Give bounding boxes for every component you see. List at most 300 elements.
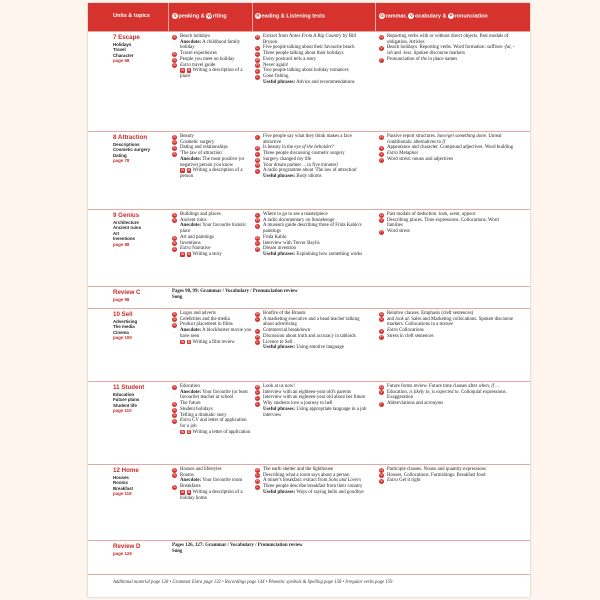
item-text: Never again! — [263, 62, 289, 68]
item-text: Three people talking about their holidays — [263, 51, 344, 57]
item-text: Extract from — [263, 34, 290, 39]
list-item — [255, 345, 371, 351]
section-divider — [88, 381, 530, 382]
unit-info — [113, 384, 169, 414]
workbook-badge-icon: B — [187, 339, 190, 344]
item-text: Dream invention — [263, 246, 297, 252]
list-item — [172, 473, 252, 479]
section-divider — [88, 308, 530, 309]
item-text: Beach holidays. Reporting verbs. Word formation: suffixes — [387, 45, 504, 51]
footer-references: Additional material page 128 • Grammar Extra page 132 • Recordings page 144 • Phonetic symbols & Spelling page 158 • Irregular verbs page 159 — [113, 580, 393, 585]
item-text: 'The law of attraction' — [180, 151, 223, 157]
item-text: The earth shelter and the lighthouse — [263, 467, 333, 472]
item-text: Describing what a room says about a person — [263, 472, 350, 478]
extra-label: Extra — [180, 418, 191, 424]
item-italic: Sons and Lovers — [328, 478, 362, 484]
item-text: Look at us now! — [263, 384, 295, 389]
section-badge-icon: S — [173, 134, 176, 139]
section-badge-icon: R — [256, 146, 259, 151]
item-italic: when, if — [478, 384, 494, 389]
section-badge-icon: S — [173, 140, 176, 145]
item-text: Inventions — [180, 240, 201, 246]
review-line: Pages 126, 127: Grammar / Vocabulary / Pronunciation review — [172, 543, 303, 548]
section-badge-icon: G — [380, 311, 383, 316]
section-badge-icon: L — [256, 212, 259, 217]
reading-listening-column — [255, 311, 371, 351]
writing-badge-icon: W — [181, 68, 185, 73]
section-divider — [88, 209, 530, 210]
list-item — [172, 223, 252, 234]
item-text: Interview with an eighteen-year old's parents — [263, 389, 351, 395]
item-text: Where to go to see a masterpiece — [263, 212, 328, 217]
unit-section — [88, 381, 530, 464]
section-badge-icon: S — [173, 473, 176, 478]
list-item — [255, 490, 371, 496]
item-text: Product placement in films — [180, 322, 233, 328]
list-item — [379, 34, 515, 45]
item-text: Education. — [387, 389, 410, 395]
item-text: Two people talking about holiday romances — [263, 68, 349, 74]
item-text: Writing a film review — [192, 339, 235, 345]
unit-section — [88, 131, 530, 209]
list-item — [379, 218, 515, 229]
item-text: . Colloquial expressions. Exaggeration — [387, 389, 507, 401]
unit-title: 11 Student — [113, 384, 145, 391]
section-badge-icon: S — [173, 212, 176, 217]
unit-topic: Dating — [113, 152, 127, 158]
unit-topic: Ancient ruins — [113, 225, 142, 231]
unit-page-link[interactable]: page 68 — [113, 58, 130, 64]
list-item — [172, 340, 252, 346]
item-italic: -ful, -ish — [387, 45, 515, 57]
item-text: Participle clauses. Nouns and quantity expressions — [387, 467, 486, 472]
item-text: . Spoken discourse markers — [411, 51, 465, 57]
item-text: Body idioms — [295, 173, 322, 179]
section-badge-icon: L — [256, 390, 259, 395]
unit-title: 9 Genius — [113, 212, 140, 219]
list-item — [379, 317, 515, 328]
unit-info — [113, 34, 169, 64]
header-grammar-vocab-pron: G rammar, V ocabulary & P ronunciation — [380, 13, 488, 20]
section-badge-icon: L — [256, 74, 259, 79]
extra-label: Extra — [387, 478, 398, 484]
section-badge-icon: R — [256, 467, 259, 472]
section-badge-icon: R — [256, 334, 259, 339]
section-badge-icon: R — [256, 311, 259, 316]
item-text: A childhood family holiday — [180, 39, 241, 51]
section-badge-icon: P — [380, 401, 383, 406]
section-badge-icon: S — [173, 246, 176, 251]
grammar-vocab-column — [379, 134, 515, 163]
list-item — [379, 57, 515, 63]
section-divider — [88, 131, 530, 132]
list-item — [255, 80, 371, 86]
extra-label: Extra — [180, 246, 191, 252]
extra-label: Extra — [387, 151, 398, 157]
unit-section — [88, 31, 530, 131]
section-badge-icon: L — [256, 46, 259, 51]
item-label: Anecdote: — [180, 223, 202, 229]
item-text: in place names — [426, 56, 458, 62]
section-divider — [88, 286, 530, 287]
section-badge-icon: G — [380, 212, 383, 217]
reading-listening-column — [255, 34, 371, 85]
item-text: Stress in cleft sentences — [387, 333, 434, 339]
unit-topic: Art — [113, 230, 120, 236]
section-badge-icon: S — [173, 146, 176, 151]
section-badge-icon: L — [256, 396, 259, 401]
list-item — [255, 134, 371, 145]
extra-label: Extra — [180, 62, 191, 68]
item-text: Your favourite (or least favourite) teacher at school — [180, 389, 248, 401]
reading-listening-column — [255, 467, 371, 496]
item-text: Explaining how something works — [295, 251, 363, 257]
list-item — [379, 45, 515, 56]
unit-topic: Student life — [113, 402, 137, 408]
item-text: Word stress: nouns and adjectives — [387, 156, 454, 162]
item-text: Your dream partner ... in five minutes! — [263, 162, 339, 168]
section-badge-icon: P — [380, 57, 383, 62]
section-divider — [88, 540, 530, 541]
speaking-writing-column — [172, 384, 252, 435]
item-text: Passive report structures. — [387, 134, 438, 139]
item-text: ... — [494, 384, 499, 389]
list-item — [172, 252, 252, 258]
unit-topic: Education — [113, 391, 135, 397]
section-badge-icon: R — [256, 218, 259, 223]
list-item — [379, 134, 515, 145]
section-badge-icon: V — [380, 146, 383, 151]
unit-page-link[interactable]: page 110 — [113, 408, 132, 414]
list-item — [172, 168, 252, 179]
item-label: Useful phrases: — [263, 345, 296, 351]
grammar-vocab-column — [379, 212, 515, 235]
review-description — [172, 289, 492, 301]
list-item — [379, 229, 515, 235]
section-badge-icon: R — [256, 384, 259, 389]
list-item — [379, 390, 515, 401]
item-text: A marketing executive and a head teacher talking about advertising — [263, 316, 360, 328]
item-italic: is likely to, is expected to — [409, 389, 459, 395]
section-badge-icon: R — [256, 246, 259, 251]
speaking-writing-column — [172, 34, 252, 80]
item-text: Dating and relationships — [180, 145, 228, 151]
item-text: Education — [180, 384, 200, 389]
section-badge-icon: L — [256, 51, 259, 56]
item-text: ? — [331, 145, 334, 151]
review-info — [113, 543, 141, 556]
item-text: A blockbuster movie you have seen — [180, 328, 252, 339]
item-text: Five people say what they think makes a face attractive — [263, 134, 352, 145]
writing-badge-icon: W — [181, 339, 185, 344]
item-italic: if — [442, 139, 445, 145]
section-badge-icon: L — [256, 317, 259, 322]
section-badge-icon: S — [173, 241, 176, 246]
speaking-writing-column — [172, 467, 252, 501]
item-text: Narrative — [190, 246, 211, 252]
speaking-writing-column — [172, 311, 252, 345]
item-italic: Notes From A Big Country — [289, 34, 342, 39]
section-badge-icon: S — [173, 51, 176, 56]
unit-info — [113, 134, 169, 164]
item-text: People you meet on holiday — [180, 56, 235, 62]
item-text: CV and letter of application for a job — [180, 418, 247, 429]
item-text: Get it right — [397, 478, 421, 484]
item-text: Describing places. Time expressions. Collocations. Word families — [387, 217, 499, 229]
list-item — [255, 34, 371, 45]
unit-topic: Descriptions — [113, 141, 140, 147]
section-badge-icon: S — [173, 151, 176, 156]
reading-listening-column — [255, 212, 371, 258]
list-item — [255, 74, 371, 80]
item-text: Appearance and character. Compound adjectives. Word building — [387, 145, 514, 151]
section-badge-icon: P — [380, 157, 383, 162]
section-badge-icon: L — [256, 134, 259, 139]
item-text: Surgery changed my life — [263, 156, 312, 162]
workbook-badge-icon: B — [187, 489, 190, 494]
item-italic: look at — [395, 316, 409, 322]
item-label: Useful phrases: — [263, 173, 296, 179]
unit-info — [113, 467, 169, 497]
section-badge-icon: L — [256, 168, 259, 173]
unit-topic: Future plans — [113, 397, 140, 403]
unit-topic: Travel — [113, 47, 126, 53]
section-badge-icon: S — [173, 467, 176, 472]
section-badge-icon: P — [380, 334, 383, 339]
review-song: Song — [172, 549, 183, 554]
section-badge-icon: S — [173, 418, 176, 423]
reading-listening-column — [255, 134, 371, 180]
list-item — [255, 317, 371, 328]
item-text: Writing a story — [192, 251, 222, 257]
item-text: Three people discussing cosmetic surgery — [263, 151, 345, 157]
item-label: Anecdote: — [180, 156, 202, 162]
section-badge-icon: V — [380, 218, 383, 223]
list-item — [172, 218, 252, 224]
unit-title: 10 Sell — [113, 311, 133, 318]
item-text: Student holidays — [180, 406, 213, 412]
section-badge-icon: S — [173, 218, 176, 223]
section-badge-icon: G — [380, 467, 383, 472]
list-item — [172, 418, 252, 429]
section-divider — [88, 464, 530, 465]
item-text: Relative clauses. Emphasis (cleft sentences) — [387, 311, 474, 316]
item-text: and — [392, 51, 403, 57]
unit-topic: Breakfast — [113, 485, 134, 491]
grammar-vocab-column — [379, 311, 515, 340]
unit-title: 8 Attraction — [113, 134, 148, 141]
section-badge-icon: L — [256, 68, 259, 73]
list-item — [172, 390, 252, 401]
unit-page-link[interactable]: page 88 — [113, 241, 130, 247]
review-section — [88, 540, 530, 574]
unit-topic: Holidays — [113, 41, 132, 47]
extra-label: Extra — [387, 328, 398, 334]
section-badge-icon: S — [173, 484, 176, 489]
item-text: Celebrities and the media — [180, 316, 230, 322]
item-text: Interview with an eighteen-year old about her future — [263, 395, 366, 401]
item-text: Beauty — [180, 134, 194, 139]
unit-topic: Architecture — [113, 219, 139, 225]
writing-badge-icon: W — [181, 251, 185, 256]
item-text: Advice and recommendations — [295, 79, 355, 85]
section-badge-icon: L — [256, 401, 259, 406]
speaking-writing-column — [172, 134, 252, 180]
unit-topic: Cinema — [113, 329, 129, 335]
item-text: Ancient ruins — [180, 217, 207, 223]
section-badge-icon: P — [380, 229, 383, 234]
workbook-badge-icon: B — [187, 68, 190, 73]
review-section — [88, 286, 530, 308]
grammar-vocab-column — [379, 467, 515, 484]
item-text: A museum guide describing three of Frida Kahlo's paintings — [263, 223, 362, 235]
review-line: Pages 98, 99: Grammar / Vocabulary / Pronunciation review — [172, 289, 298, 294]
list-item — [379, 401, 515, 407]
item-label: Anecdote: — [180, 39, 202, 45]
section-badge-icon: G — [380, 384, 383, 389]
item-text: A radio programme about 'The law of attraction' — [263, 168, 358, 174]
review-info — [113, 289, 141, 302]
unit-section — [88, 464, 530, 540]
item-text: Writing a letter of application — [192, 429, 251, 435]
grammar-vocab-column — [379, 384, 515, 407]
contents-page — [88, 3, 530, 597]
section-badge-icon: V — [380, 328, 383, 333]
item-italic: -less — [402, 51, 412, 57]
table-header — [88, 3, 530, 31]
section-badge-icon: R — [256, 63, 259, 68]
list-item — [379, 478, 515, 484]
workbook-badge-icon: B — [187, 429, 190, 434]
section-badge-icon: R — [256, 34, 259, 39]
section-badge-icon: S — [173, 413, 176, 418]
writing-badge-icon: W — [181, 489, 185, 494]
item-text: Collocations — [397, 328, 424, 334]
item-italic: look, seem, appear — [438, 212, 476, 217]
review-page-link[interactable]: page 126 — [113, 550, 132, 556]
list-item — [172, 40, 252, 51]
speaking-writing-column — [172, 212, 252, 258]
item-label: Useful phrases: — [263, 489, 296, 495]
list-item — [255, 174, 371, 180]
section-badge-icon: S — [173, 311, 176, 316]
workbook-badge-icon: B — [187, 168, 190, 173]
item-text: Why students love a journey to hell — [263, 401, 333, 407]
list-item — [172, 157, 252, 168]
review-title: Review C — [113, 289, 141, 296]
item-italic: see — [446, 322, 454, 328]
item-text: Bonfire of the Brands — [263, 311, 306, 316]
review-title: Review D — [113, 543, 141, 550]
item-text: Abbreviations and acronyms — [387, 401, 444, 407]
item-text: Breakfasts — [180, 484, 201, 490]
item-text: The most positive (or negative) person you know — [180, 156, 245, 168]
section-badge-icon: R — [256, 235, 259, 240]
review-page-link[interactable]: page 98 — [113, 296, 130, 302]
item-text: . Unreal conditionals: alternatives to — [387, 134, 502, 145]
section-badge-icon: S — [173, 57, 176, 62]
list-item — [255, 246, 371, 252]
unit-topic: Cosmetic surgery — [113, 147, 151, 153]
item-text: by Bill Bryson — [263, 34, 357, 45]
item-text: A radio documentary on Stonehenge — [263, 217, 335, 223]
item-text: Writing a description of a place — [180, 68, 243, 79]
item-italic: eye of the beholder — [294, 145, 332, 151]
unit-title: 12 Home — [113, 467, 139, 474]
list-item — [255, 223, 371, 234]
item-italic: the — [420, 56, 427, 62]
unit-topic: Inventions — [113, 236, 135, 242]
grammar-vocab-column — [379, 34, 515, 63]
item-text: . Sales and Marketing collocations. Spoken discourse markers. Collocations in a text — [387, 316, 514, 328]
item-text: Houses and lifestyles — [180, 467, 222, 472]
unit-topic: Character — [113, 52, 134, 58]
item-text: Word stress — [387, 229, 410, 235]
list-item — [255, 340, 371, 346]
item-text: Past modals of deduction. — [387, 212, 439, 217]
item-text: Your favourite historic place — [180, 223, 247, 235]
unit-page-link[interactable]: page 118 — [113, 491, 132, 497]
item-text: Three people describe breakfast from their country — [263, 484, 363, 490]
list-item — [255, 168, 371, 174]
section-badge-icon: V — [380, 473, 383, 478]
unit-page-link[interactable]: page 100 — [113, 335, 132, 341]
list-item — [172, 430, 252, 436]
header-speaking-writing: S peaking & Writing — [173, 13, 227, 20]
item-text: Writing a description of a person — [180, 168, 243, 179]
unit-section — [88, 308, 530, 381]
section-badge-icon: L — [256, 151, 259, 156]
section-badge-icon: G — [380, 34, 383, 39]
unit-topic: The media — [113, 324, 135, 330]
item-label: Useful phrases: — [263, 406, 296, 412]
item-text: Art and paintings — [180, 234, 214, 240]
item-text: travel guide — [190, 62, 216, 68]
item-text: Discussion about truth and accuracy in tabloids — [263, 333, 356, 339]
item-text: Five people talking about their favourite beach — [263, 45, 355, 51]
section-badge-icon: S — [173, 34, 176, 39]
section-badge-icon: S — [173, 384, 176, 389]
section-badge-icon: S — [173, 63, 176, 68]
section-badge-icon: R — [256, 157, 259, 162]
writing-badge-icon: W — [181, 168, 185, 173]
item-text: Pronunciation of — [387, 56, 421, 62]
header-units-topics: Units & topics — [113, 13, 150, 19]
list-item — [172, 322, 252, 328]
list-item — [172, 328, 252, 339]
item-text: Houses. Collocations. Furnishings. Breakfast food — [387, 472, 486, 478]
reading-listening-column — [255, 384, 371, 418]
item-text: Interview with Trevor Baylis — [263, 240, 320, 246]
item-text: The future — [180, 401, 201, 407]
unit-section — [88, 209, 530, 286]
header-reading-listening: R eading & Listening texts — [256, 13, 326, 20]
item-label: Useful phrases: — [263, 251, 296, 257]
section-badge-icon: L — [256, 340, 259, 345]
unit-topic: Rooms — [113, 480, 128, 486]
list-item — [172, 151, 252, 157]
unit-info — [113, 311, 169, 341]
section-badge-icon: R — [256, 57, 259, 62]
item-text: Licence to Sell — [263, 339, 293, 345]
section-badge-icon: R — [256, 479, 259, 484]
section-badge-icon: V — [380, 151, 383, 156]
section-badge-icon: S — [173, 317, 176, 322]
section-badge-icon: G — [380, 134, 383, 139]
unit-page-link[interactable]: page 78 — [113, 158, 130, 164]
item-text: Logos and adverts — [180, 311, 216, 316]
section-divider — [88, 31, 530, 32]
